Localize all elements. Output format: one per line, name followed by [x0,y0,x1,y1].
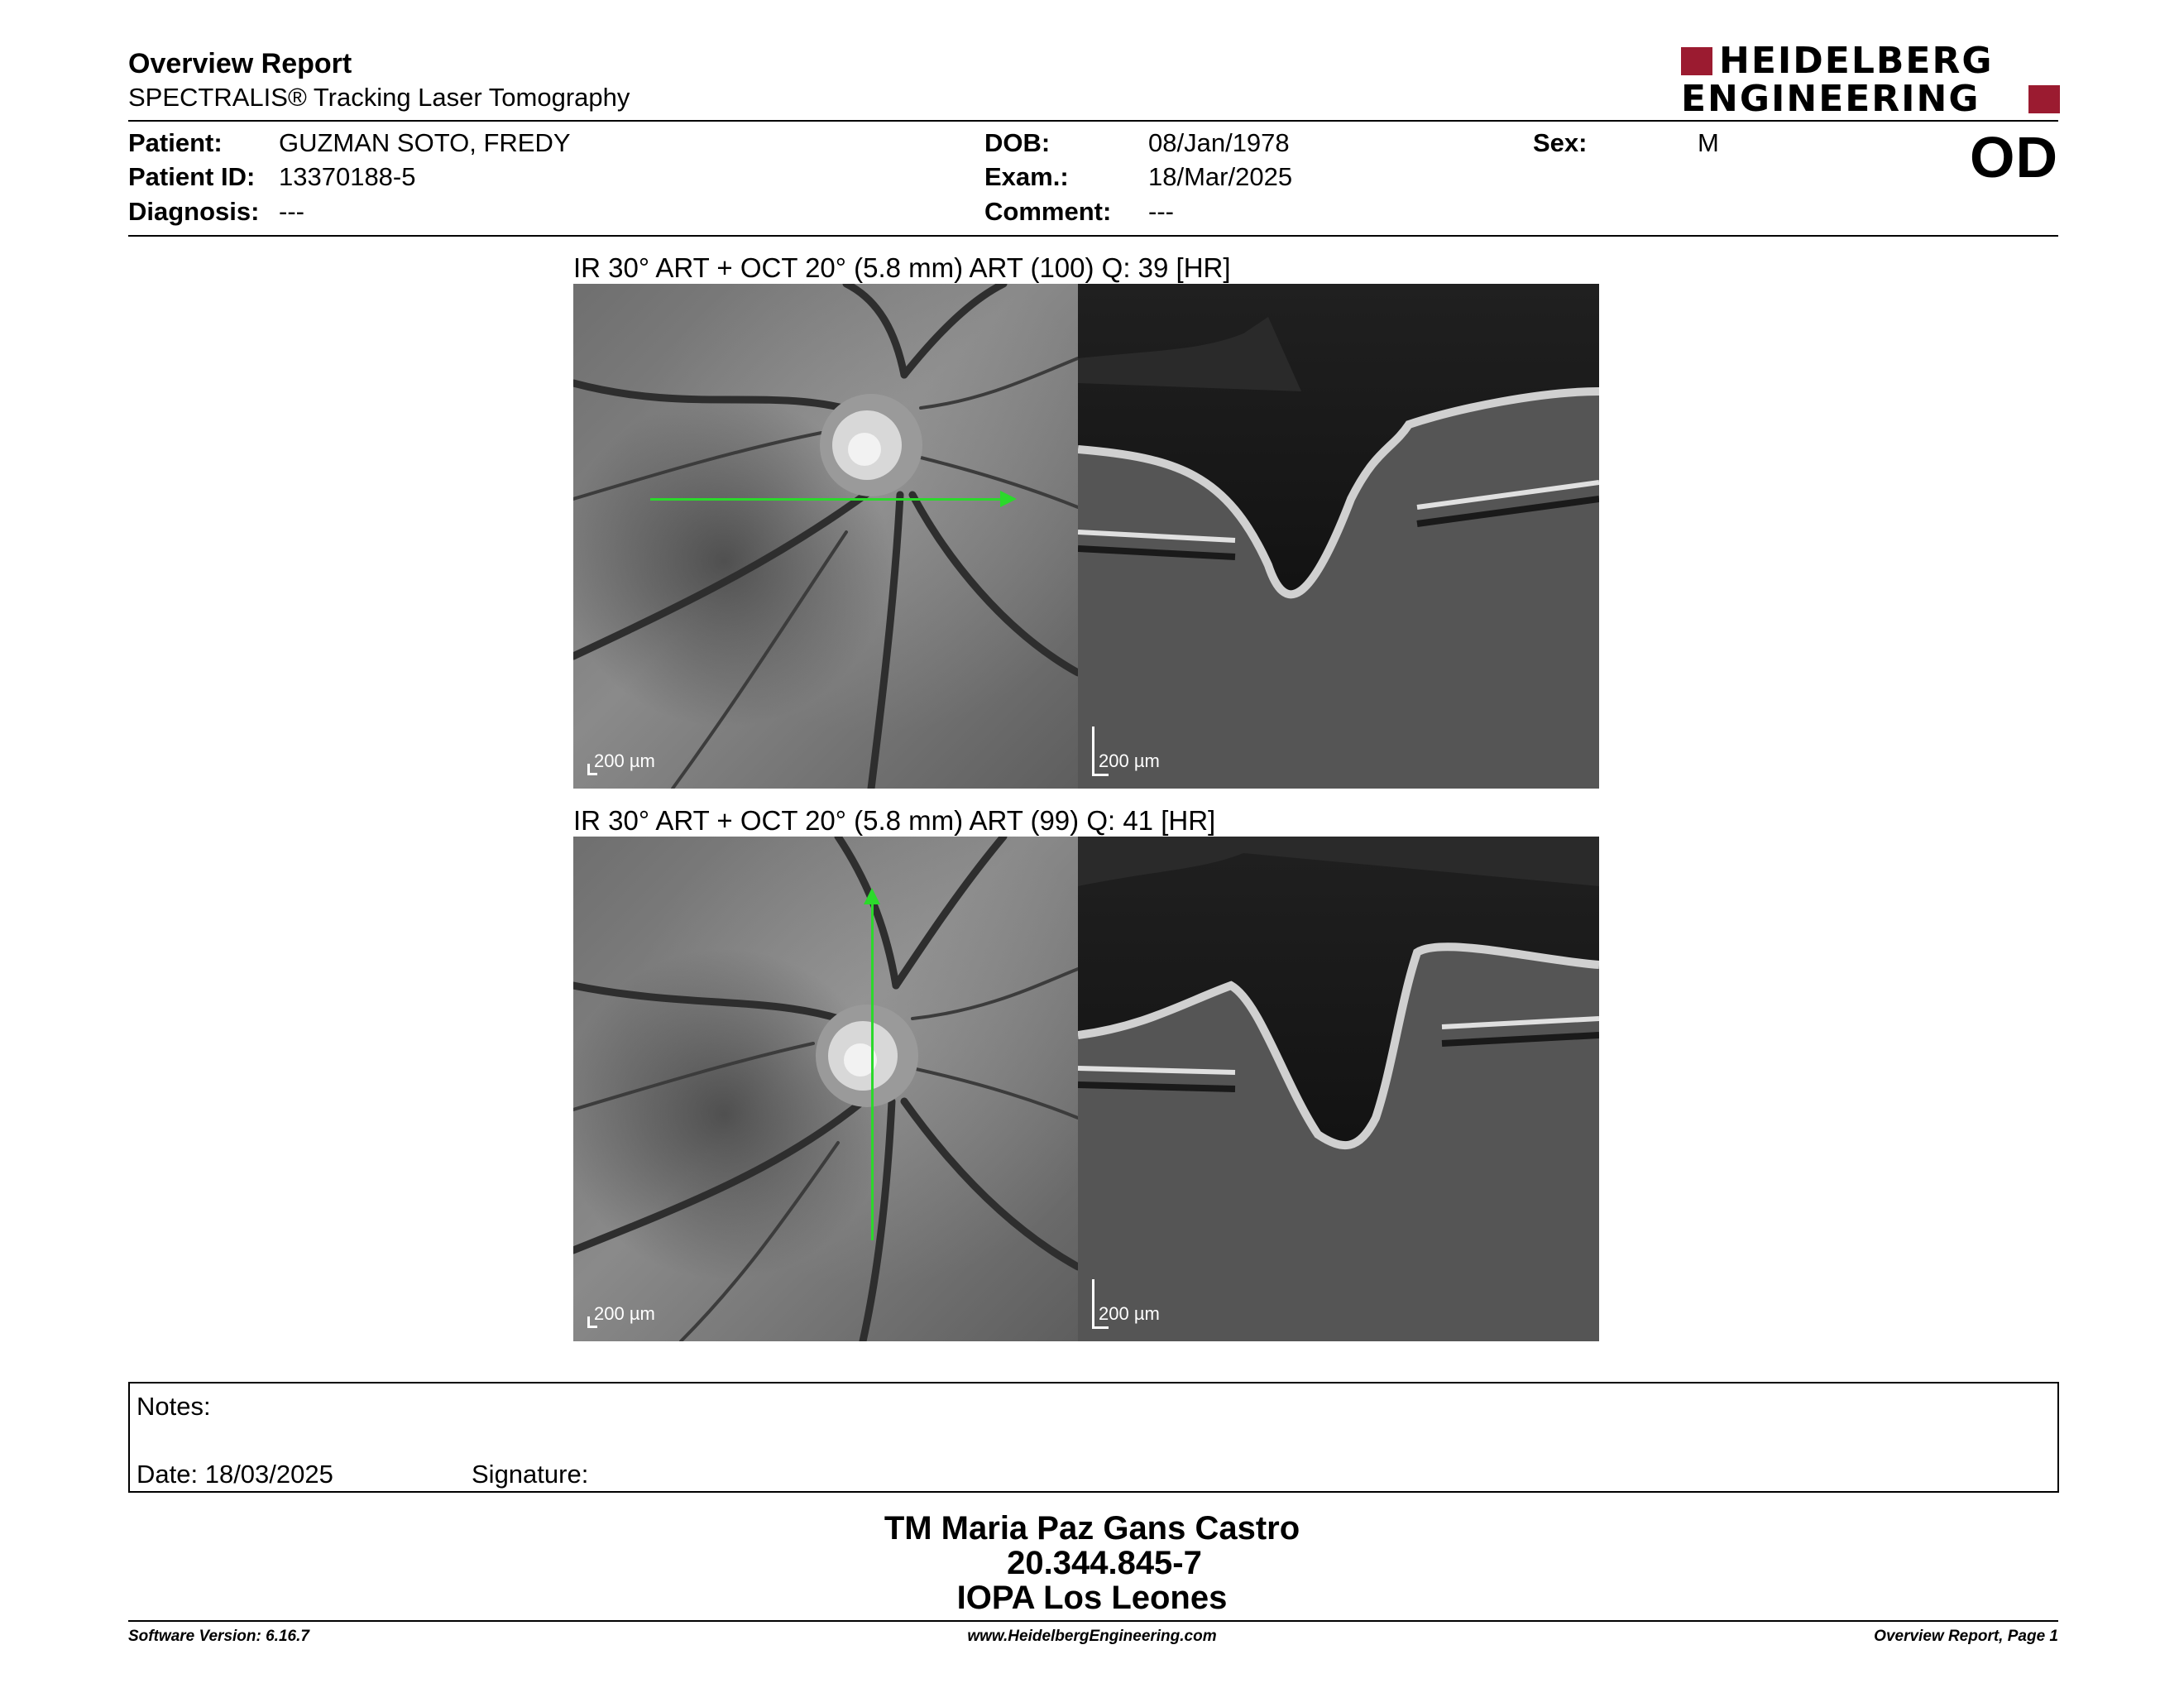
patient-id: 13370188-5 [279,162,416,191]
dob-value: 08/Jan/1978 [1148,128,1290,157]
patient-name: GUZMAN SOTO, FREDY [279,128,571,157]
bscan-layers [1078,284,1599,789]
sex-value: M [1698,128,1719,157]
notes-box [128,1382,2059,1493]
software-version: Software Version: 6.16.7 [128,1628,309,1645]
dob-label: DOB: [984,128,1051,157]
signatory-name: TM Maria Paz Gans Castro [884,1510,1300,1547]
fundus-scale-label: 200 µm [594,1303,655,1324]
scale-bar-icon [1092,1279,1094,1329]
signatory-rut: 20.344.845-7 [1007,1545,1202,1581]
diagnosis-label: Diagnosis: [128,197,260,226]
scale-bar-icon [587,1326,597,1328]
comment-value: --- [1148,197,1174,226]
header-divider [128,120,2058,122]
footer-divider [128,1620,2058,1622]
scale-bar-icon [1092,1326,1109,1329]
bscan-scale-label: 200 µm [1099,1303,1160,1324]
fundus-image [573,284,1078,789]
bscan-layers [1078,837,1599,1341]
signatory-institution: IOPA Los Leones [956,1580,1228,1616]
arrow-up-icon [864,888,880,904]
fundus-scale-label: 200 µm [594,750,655,771]
scan-line [650,498,1004,501]
page-number: Overview Report, Page 1 [1874,1628,2058,1645]
arrow-right-icon [1000,491,1017,507]
signature-label: Signature: [472,1460,589,1489]
logo-square-icon [1681,47,1712,75]
logo-square-icon [2028,85,2060,113]
exam-value: 18/Mar/2025 [1148,162,1293,191]
bscan-image [1078,837,1599,1341]
exam-label: Exam.: [984,162,1069,191]
scale-bar-icon [1092,727,1094,776]
report-title: Overview Report [128,48,352,79]
fundus-vessels [573,284,1078,789]
patient-label: Patient: [128,128,223,157]
comment-label: Comment: [984,197,1112,226]
logo-line2: ENGINEERING [1681,78,1980,120]
scan-line [871,903,874,1240]
diagnosis-value: --- [279,197,304,226]
logo-line1: HEIDELBERG [1719,40,1994,82]
report-subtitle: SPECTRALIS® Tracking Laser Tomography [128,83,630,112]
heidelberg-logo [1681,40,2060,120]
eye-indicator: OD [1970,125,2058,189]
fundus-vessels [573,837,1078,1341]
notes-label: Notes: [136,1392,211,1421]
bscan-image [1078,284,1599,789]
scale-bar-icon [587,773,597,775]
scan-caption: IR 30° ART + OCT 20° (5.8 mm) ART (100) Q: 39 [HR] [573,252,1231,283]
fundus-image [573,837,1078,1341]
scale-bar-icon [1092,774,1109,776]
sex-label: Sex: [1533,128,1588,157]
patient-divider [128,235,2058,237]
scan-caption: IR 30° ART + OCT 20° (5.8 mm) ART (99) Q: 41 [HR] [573,805,1216,836]
patient-id-label: Patient ID: [128,162,256,191]
bscan-scale-label: 200 µm [1099,750,1160,771]
date-label: Date: 18/03/2025 [136,1460,333,1489]
website-link[interactable]: www.HeidelbergEngineering.com [967,1628,1217,1645]
